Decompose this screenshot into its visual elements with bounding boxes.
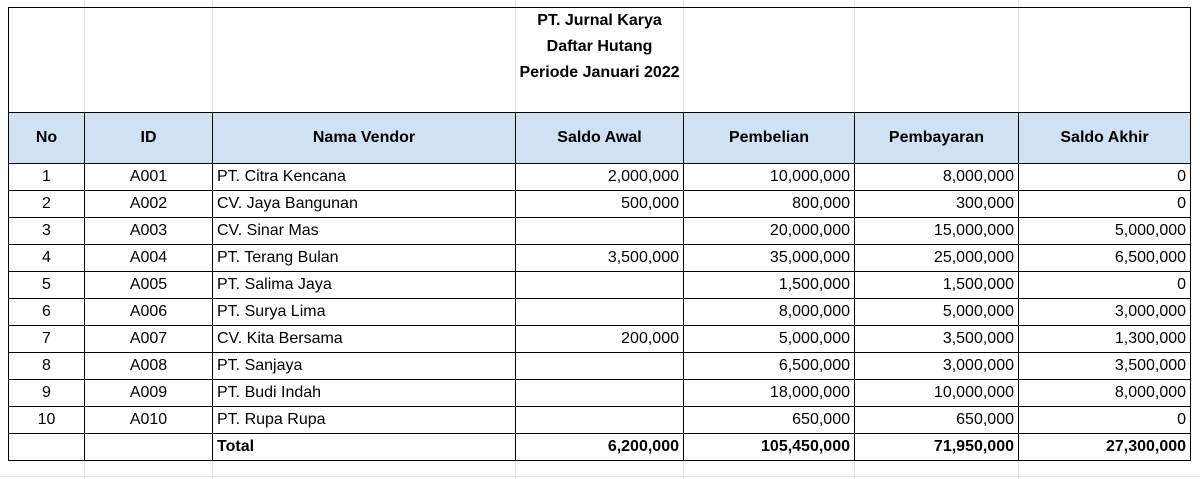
column-header-saldo-akhir[interactable]: Saldo Akhir xyxy=(1019,113,1191,164)
table-row xyxy=(9,299,1191,326)
report-title[interactable]: Daftar Hutang xyxy=(9,34,1191,60)
cell-pembelian[interactable]: 8,000,000 xyxy=(684,299,855,326)
cell-id[interactable]: A003 xyxy=(85,218,213,245)
title-row xyxy=(9,8,1191,35)
cell-pembelian[interactable]: 35,000,000 xyxy=(684,245,855,272)
table-body xyxy=(9,164,1191,434)
cell-pembelian[interactable]: 6,500,000 xyxy=(684,353,855,380)
cell-pembayaran[interactable]: 1,500,000 xyxy=(855,272,1019,299)
cell-no[interactable]: 5 xyxy=(9,272,85,299)
company-name[interactable]: PT. Jurnal Karya xyxy=(9,8,1191,35)
cell-id[interactable]: A007 xyxy=(85,326,213,353)
cell-saldo-awal[interactable] xyxy=(516,218,684,245)
cell-vendor[interactable]: PT. Rupa Rupa xyxy=(213,407,516,434)
column-header-pembelian[interactable]: Pembelian xyxy=(684,113,855,164)
cell-saldo-akhir[interactable]: 0 xyxy=(1019,407,1191,434)
total-saldo-akhir[interactable]: 27,300,000 xyxy=(1019,434,1191,461)
cell-vendor[interactable]: PT. Sanjaya xyxy=(213,353,516,380)
cell-no[interactable]: 6 xyxy=(9,299,85,326)
cell-vendor[interactable]: PT. Budi Indah xyxy=(213,380,516,407)
total-pembelian[interactable]: 105,450,000 xyxy=(684,434,855,461)
cell-saldo-akhir[interactable]: 6,500,000 xyxy=(1019,245,1191,272)
cell-pembelian[interactable]: 650,000 xyxy=(684,407,855,434)
cell-no[interactable]: 3 xyxy=(9,218,85,245)
cell-saldo-akhir[interactable]: 5,000,000 xyxy=(1019,218,1191,245)
cell-saldo-awal[interactable]: 2,000,000 xyxy=(516,164,684,191)
column-header-row xyxy=(9,113,1191,164)
cell-saldo-awal[interactable] xyxy=(516,299,684,326)
cell-saldo-akhir[interactable]: 8,000,000 xyxy=(1019,380,1191,407)
cell-pembayaran[interactable]: 8,000,000 xyxy=(855,164,1019,191)
cell-saldo-akhir[interactable]: 0 xyxy=(1019,272,1191,299)
cell-no[interactable]: 1 xyxy=(9,164,85,191)
cell-pembelian[interactable]: 1,500,000 xyxy=(684,272,855,299)
table-row xyxy=(9,353,1191,380)
cell-id[interactable]: A005 xyxy=(85,272,213,299)
cell-saldo-awal[interactable]: 3,500,000 xyxy=(516,245,684,272)
cell-no[interactable]: 8 xyxy=(9,353,85,380)
cell-no[interactable]: 10 xyxy=(9,407,85,434)
cell-no[interactable]: 2 xyxy=(9,191,85,218)
empty-cell[interactable] xyxy=(9,434,85,461)
cell-id[interactable]: A004 xyxy=(85,245,213,272)
cell-saldo-awal[interactable] xyxy=(516,407,684,434)
cell-saldo-awal[interactable] xyxy=(516,353,684,380)
title-row xyxy=(9,60,1191,86)
cell-pembayaran[interactable]: 300,000 xyxy=(855,191,1019,218)
cell-vendor[interactable]: PT. Salima Jaya xyxy=(213,272,516,299)
column-header-saldo-awal[interactable]: Saldo Awal xyxy=(516,113,684,164)
cell-id[interactable]: A001 xyxy=(85,164,213,191)
empty-cell[interactable] xyxy=(85,434,213,461)
cell-id[interactable]: A010 xyxy=(85,407,213,434)
cell-pembayaran[interactable]: 25,000,000 xyxy=(855,245,1019,272)
cell-vendor[interactable]: PT. Terang Bulan xyxy=(213,245,516,272)
total-row xyxy=(9,434,1191,461)
total-saldo-awal[interactable]: 6,200,000 xyxy=(516,434,684,461)
cell-no[interactable]: 9 xyxy=(9,380,85,407)
table-row xyxy=(9,245,1191,272)
cell-pembayaran[interactable]: 10,000,000 xyxy=(855,380,1019,407)
cell-saldo-akhir[interactable]: 0 xyxy=(1019,191,1191,218)
cell-saldo-akhir[interactable]: 3,000,000 xyxy=(1019,299,1191,326)
cell-id[interactable]: A006 xyxy=(85,299,213,326)
table-row xyxy=(9,191,1191,218)
cell-saldo-akhir[interactable]: 3,500,000 xyxy=(1019,353,1191,380)
total-pembayaran[interactable]: 71,950,000 xyxy=(855,434,1019,461)
cell-saldo-akhir[interactable]: 0 xyxy=(1019,164,1191,191)
cell-pembayaran[interactable]: 650,000 xyxy=(855,407,1019,434)
cell-pembayaran[interactable]: 3,000,000 xyxy=(855,353,1019,380)
gridline xyxy=(0,476,1200,477)
cell-no[interactable]: 4 xyxy=(9,245,85,272)
total-label[interactable]: Total xyxy=(213,434,516,461)
cell-vendor[interactable]: PT. Surya Lima xyxy=(213,299,516,326)
column-header-pembayaran[interactable]: Pembayaran xyxy=(855,113,1019,164)
column-header-id[interactable]: ID xyxy=(85,113,213,164)
title-row xyxy=(9,34,1191,60)
column-header-vendor[interactable]: Nama Vendor xyxy=(213,113,516,164)
cell-id[interactable]: A008 xyxy=(85,353,213,380)
column-header-no[interactable]: No xyxy=(9,113,85,164)
table-row xyxy=(9,407,1191,434)
cell-vendor[interactable]: CV. Sinar Mas xyxy=(213,218,516,245)
cell-pembelian[interactable]: 5,000,000 xyxy=(684,326,855,353)
cell-vendor[interactable]: CV. Kita Bersama xyxy=(213,326,516,353)
cell-id[interactable]: A002 xyxy=(85,191,213,218)
cell-vendor[interactable]: CV. Jaya Bangunan xyxy=(213,191,516,218)
spacer-row xyxy=(9,86,1191,113)
cell-vendor[interactable]: PT. Citra Kencana xyxy=(213,164,516,191)
cell-saldo-awal[interactable] xyxy=(516,272,684,299)
table-row xyxy=(9,380,1191,407)
table-row xyxy=(9,326,1191,353)
empty-cell[interactable] xyxy=(9,86,1191,113)
cell-pembayaran[interactable]: 3,500,000 xyxy=(855,326,1019,353)
cell-pembelian[interactable]: 18,000,000 xyxy=(684,380,855,407)
cell-id[interactable]: A009 xyxy=(85,380,213,407)
cell-pembelian[interactable]: 20,000,000 xyxy=(684,218,855,245)
cell-saldo-akhir[interactable]: 1,300,000 xyxy=(1019,326,1191,353)
table-row xyxy=(9,218,1191,245)
cell-no[interactable]: 7 xyxy=(9,326,85,353)
cell-saldo-awal[interactable]: 200,000 xyxy=(516,326,684,353)
table-row xyxy=(9,164,1191,191)
debt-list-table xyxy=(8,7,1191,461)
cell-pembayaran[interactable]: 5,000,000 xyxy=(855,299,1019,326)
cell-saldo-awal[interactable]: 500,000 xyxy=(516,191,684,218)
cell-pembelian[interactable]: 800,000 xyxy=(684,191,855,218)
report-period[interactable]: Periode Januari 2022 xyxy=(9,60,1191,86)
cell-pembayaran[interactable]: 15,000,000 xyxy=(855,218,1019,245)
cell-saldo-awal[interactable] xyxy=(516,380,684,407)
table-row xyxy=(9,272,1191,299)
cell-pembelian[interactable]: 10,000,000 xyxy=(684,164,855,191)
